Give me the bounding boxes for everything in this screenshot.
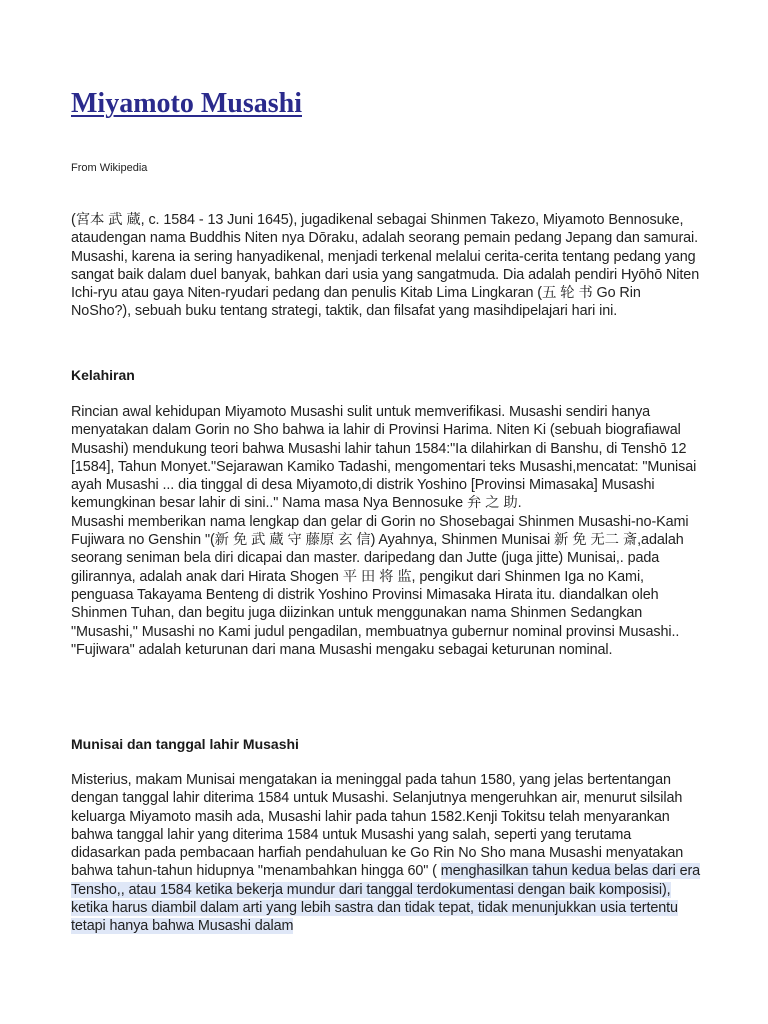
section-body-munisai bbox=[71, 771, 703, 936]
section-body-kelahiran bbox=[71, 403, 703, 659]
section-heading-kelahiran: Kelahiran bbox=[71, 367, 135, 383]
source-label: From Wikipedia bbox=[71, 162, 148, 174]
munisai-paragraph-text: Misterius, makam Munisai mengatakan ia meninggal pada tahun 1580, yang jelas bertentangan dengan tanggal lahir diterima 1584 untuk Musashi. Selanjutnya mengeruhkan air, menurut silsilah keluarga Miyamoto masih ada, Musashi lahir pada tahun 1582.Kenji Tokitsu telah menyarankan bahwa tanggal lahir yang diterima 1584 untuk Musashi yang salah, seperti yang terutama didasarkan pada pembacaan harfiah pendahuluan ke Go Rin No Sho mana Musashi menyatakan bahwa tahun-tahun hidupnya "menambahkan hingga 60" ( bbox=[71, 772, 684, 880]
intro-paragraph: (宮本 武 蔵, c. 1584 - 13 Juni 1645), jugadikenal sebagai Shinmen Takezo, Miyamoto Bennosuke, ataudengan nama Buddhis Niten nya Dōraku, adalah seorang pemain pedang Jepang dan samurai. Musashi, karena ia sering hanyadikenal, menjadi terkenal melalui cerita-cerita tentang pedang yang sangat baik dalam duel banyak, bahkan dari usia yang sangatmuda. Dia adalah pendiri Hyōhō Niten Ichi-ryu atau gaya Niten-ryudari pedang dan penulis Kitab Lima Lingkaran (五 轮 书 Go Rin NoSho?), sebuah buku tentang strategi, taktik, dan filsafat yang masihdipelajari hari ini. bbox=[71, 212, 700, 320]
article-title[interactable]: Miyamoto Musashi bbox=[71, 88, 302, 119]
highlighted-text-selection[interactable]: menghasilkan tahun kedua belas dari era Tensho,, atau 1584 ketika bekerja mundur dari tanggal terdokumentasi dengan baik komposisi), ketika harus diambil dalam arti yang lebih sastra dan tidak tepat, tidak menunjukkan usia tertentu tetapi hanya bahwa Musashi dalam bbox=[71, 863, 701, 935]
section-heading-munisai: Munisai dan tanggal lahir Musashi bbox=[71, 736, 299, 752]
kelahiran-paragraph-2: Musashi memberikan nama lengkap dan gelar di Gorin no Shosebagai Shinmen Musashi-no-Kami Fujiwara no Genshin "(新 免 武 蔵 守 藤原 玄 信) Ayahnya, Shinmen Munisai 新 免 无二 斎,adalah seorang seniman bela diri dicapai dan master. daripedang dan Jutte (juga jitte) Munisai,. pada gilirannya, adalah anak dari Hirata Shogen 平 田 将 监, pengikut dari Shinmen Iga no Kami, penguasa Takayama Benteng di distrik Yoshino Provinsi Mimasaka Hirata itu. diandalkan oleh Shinmen Tuhan, dan begitu juga diizinkan untuk menggunakan nama Shinmen Sedangkan "Musashi," Musashi no Kami judul pengadilan, membuatnya gubernur nominal provinsi Musashi.. "Fujiwara" adalah keturunan dari mana Musashi mengaku sebagai keturunan nominal. bbox=[71, 513, 689, 658]
kelahiran-paragraph-1: Rincian awal kehidupan Miyamoto Musashi sulit untuk memverifikasi. Musashi sendiri hanya menyatakan dalam Gorin no Sho bahwa ia lahir di Provinsi Harima. Niten Ki (sebuah biografiawal Musashi) mendukung teori bahwa Musashi lahir tahun 1584:"Ia dilahirkan di Banshu, di Tenshō 12 [1584], Tahun Monyet."Sejarawan Kamiko Tadashi, mengomentari teks Musashi,mencatat: "Munisai ayah Musashi ... dia tinggal di desa Miyamoto,di distrik Yoshino [Provinsi Mimasaka] Musashi kemungkinan besar lahir di sini.." Nama masa Nya Bennosuke 弁 之 助. bbox=[71, 404, 697, 512]
